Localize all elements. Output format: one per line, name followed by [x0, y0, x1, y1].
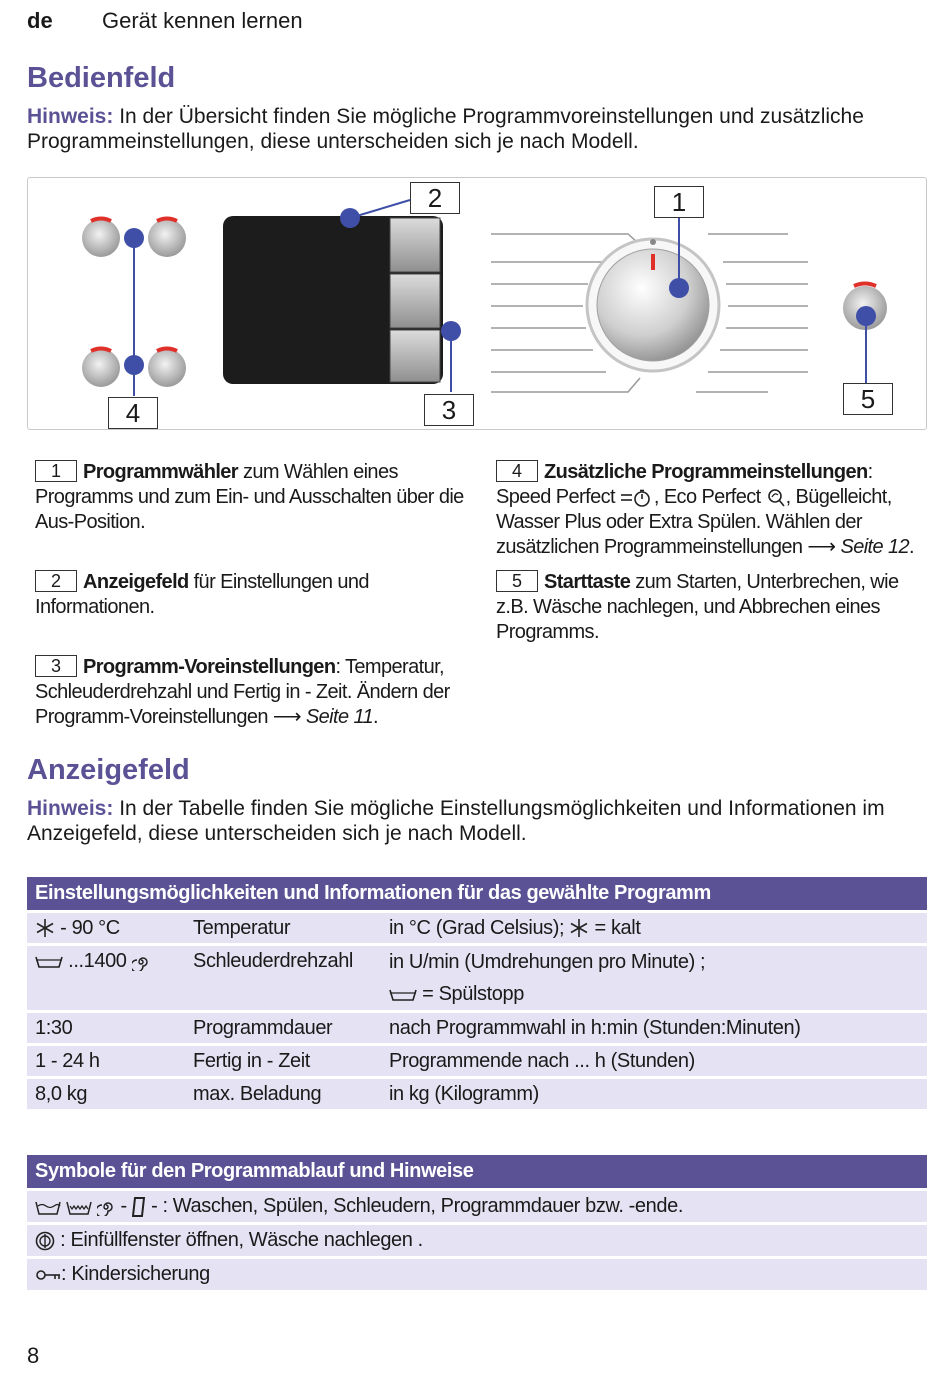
symbol-text: : Einfüllfenster öffnen, Wäsche nachlegen .	[55, 1229, 423, 1251]
door-open-icon	[35, 1231, 55, 1251]
table-cell: Schleuderdrehzahl	[185, 946, 381, 1010]
table-cell: Temperatur	[185, 913, 381, 943]
table-cell: nach Programmwahl in h:min (Stunden:Minuten)	[381, 1013, 927, 1043]
note-text: In der Übersicht finden Sie mögliche Programmvoreinstellungen und zusätzliche Programmeinstellungen, diese unterscheiden sich je nach Modell.	[27, 105, 864, 153]
table-header-row	[27, 1155, 927, 1188]
item-text: : Temperatur, Schleuderdrehzahl und Fertig in - Zeit. Ändern der Programm-Voreinstellungen	[35, 656, 450, 728]
callout-2: 2	[410, 182, 460, 214]
note-anzeigefeld	[27, 796, 927, 846]
item-3	[35, 655, 465, 730]
item-number: 5	[496, 570, 538, 592]
item-text-c: , Bügelleicht, Wasser Plus oder Extra Spülen. Wählen der zusätzlichen Programmeinstellungen	[496, 486, 892, 558]
option-buttons	[82, 219, 186, 397]
item-number: 1	[35, 460, 77, 482]
table-row	[27, 946, 927, 1010]
table-cell	[27, 913, 185, 943]
table-cell	[381, 913, 927, 943]
item-end: .	[909, 536, 915, 558]
item-text: für Einstellungen und Informationen.	[35, 571, 369, 618]
table-row	[27, 1013, 927, 1043]
rinse-hold-icon	[389, 988, 417, 1002]
table-cell: 8,0 kg	[27, 1079, 185, 1109]
table-cell: 1:30	[27, 1013, 185, 1043]
item-text: zum Wählen eines Programms und zum Ein- und Ausschalten über die Aus-Position.	[35, 461, 464, 533]
section-title-bedienfeld: Bedienfeld	[27, 62, 176, 94]
table-header-row	[27, 877, 927, 910]
spin-icon	[97, 1198, 115, 1216]
item-text-b: , Eco Perfect	[653, 486, 766, 508]
page-reference[interactable]: Seite 11	[305, 706, 374, 728]
item-title: Starttaste	[544, 571, 631, 593]
table-row	[27, 1225, 927, 1256]
arrow-icon: ⟶	[807, 536, 836, 558]
page-reference[interactable]: Seite 12	[840, 536, 910, 558]
spin-icon	[132, 953, 150, 971]
table-cell: Fertig in - Zeit	[185, 1046, 381, 1076]
table-row	[27, 1259, 927, 1290]
item-number: 3	[35, 655, 77, 677]
item-text: zum Starten, Unterbrechen, wie z.B. Wäsche nachlegen, und Abbrechen eines Programms.	[496, 571, 899, 643]
cell-text: = Spülstopp	[417, 983, 524, 1005]
control-panel-illustration	[28, 178, 928, 431]
item-number: 4	[496, 460, 538, 482]
settings-table	[27, 874, 927, 1112]
digit-segment-icon	[132, 1196, 146, 1218]
item-title: Anzeigefeld	[83, 571, 189, 593]
cell-text: in °C (Grad Celsius);	[389, 916, 570, 939]
table-cell: 1 - 24 h	[27, 1046, 185, 1076]
running-header: Gerät kennen lernen	[102, 8, 303, 33]
cell-value: - 90 °C	[55, 916, 120, 939]
rinse-hold-icon	[35, 955, 63, 969]
table-cell	[27, 1259, 927, 1290]
table-header: Symbole für den Programmablauf und Hinweise	[27, 1155, 927, 1188]
note-text: In der Tabelle finden Sie mögliche Einstellungsmöglichkeiten und Informationen im Anzeigefeld, diese unterscheiden sich je nach Modell.	[27, 797, 885, 845]
item-4	[496, 460, 926, 560]
callout-3: 3	[424, 394, 474, 426]
cell-text: in U/min (Umdrehungen pro Minute) ;	[389, 951, 706, 973]
section-title-anzeigefeld: Anzeigefeld	[27, 754, 190, 786]
rinse-icon	[66, 1199, 92, 1215]
table-header: Einstellungsmöglichkeiten und Informationen für das gewählte Programm	[27, 877, 927, 910]
item-5	[496, 570, 926, 645]
snowflake-icon	[569, 918, 589, 938]
symbol-text: : Kindersicherung	[61, 1263, 210, 1285]
language-code: de	[27, 8, 53, 33]
item-title: Zusätzliche Programmeinstellungen	[544, 461, 868, 483]
item-text-a: : Speed Perfect	[496, 461, 873, 508]
table-cell	[381, 946, 927, 1010]
callout-4: 4	[108, 397, 158, 429]
key-icon	[35, 1269, 61, 1281]
table-cell	[27, 1225, 927, 1256]
item-number: 2	[35, 570, 77, 592]
symbol-text: - : Waschen, Spülen, Schleudern, Programmdauer bzw. -ende.	[145, 1195, 683, 1217]
note-label: Hinweis:	[27, 105, 114, 128]
cell-value: ...1400	[63, 950, 132, 972]
table-cell: - - : Waschen, Spülen, Schleudern, Programmdauer bzw. -ende.	[27, 1191, 927, 1222]
callout-5: 5	[843, 383, 893, 415]
symbols-table	[27, 1152, 927, 1293]
eco-perfect-icon	[766, 488, 786, 508]
table-cell: Programmende nach ... h (Stunden)	[381, 1046, 927, 1076]
table-row	[27, 1046, 927, 1076]
note-bedienfeld	[27, 104, 927, 154]
arrow-icon: ⟶	[272, 706, 301, 728]
item-end: .	[373, 706, 378, 728]
control-panel-diagram	[27, 177, 927, 430]
item-title: Programmwähler	[83, 461, 238, 483]
table-row	[27, 1191, 927, 1222]
callout-1: 1	[654, 186, 704, 218]
item-2	[35, 570, 465, 620]
cell-text: = kalt	[589, 916, 641, 939]
speed-perfect-icon	[620, 489, 654, 507]
table-row	[27, 913, 927, 943]
table-cell: max. Beladung	[185, 1079, 381, 1109]
table-row	[27, 1079, 927, 1109]
page-number: 8	[27, 1343, 40, 1368]
item-1	[35, 460, 465, 535]
item-title: Programm-Voreinstellungen	[83, 656, 336, 678]
table-cell	[27, 946, 185, 1010]
wash-icon	[35, 1199, 61, 1215]
snowflake-icon	[35, 918, 55, 938]
note-label: Hinweis:	[27, 797, 114, 820]
table-cell: Programmdauer	[185, 1013, 381, 1043]
table-cell: in kg (Kilogramm)	[381, 1079, 927, 1109]
